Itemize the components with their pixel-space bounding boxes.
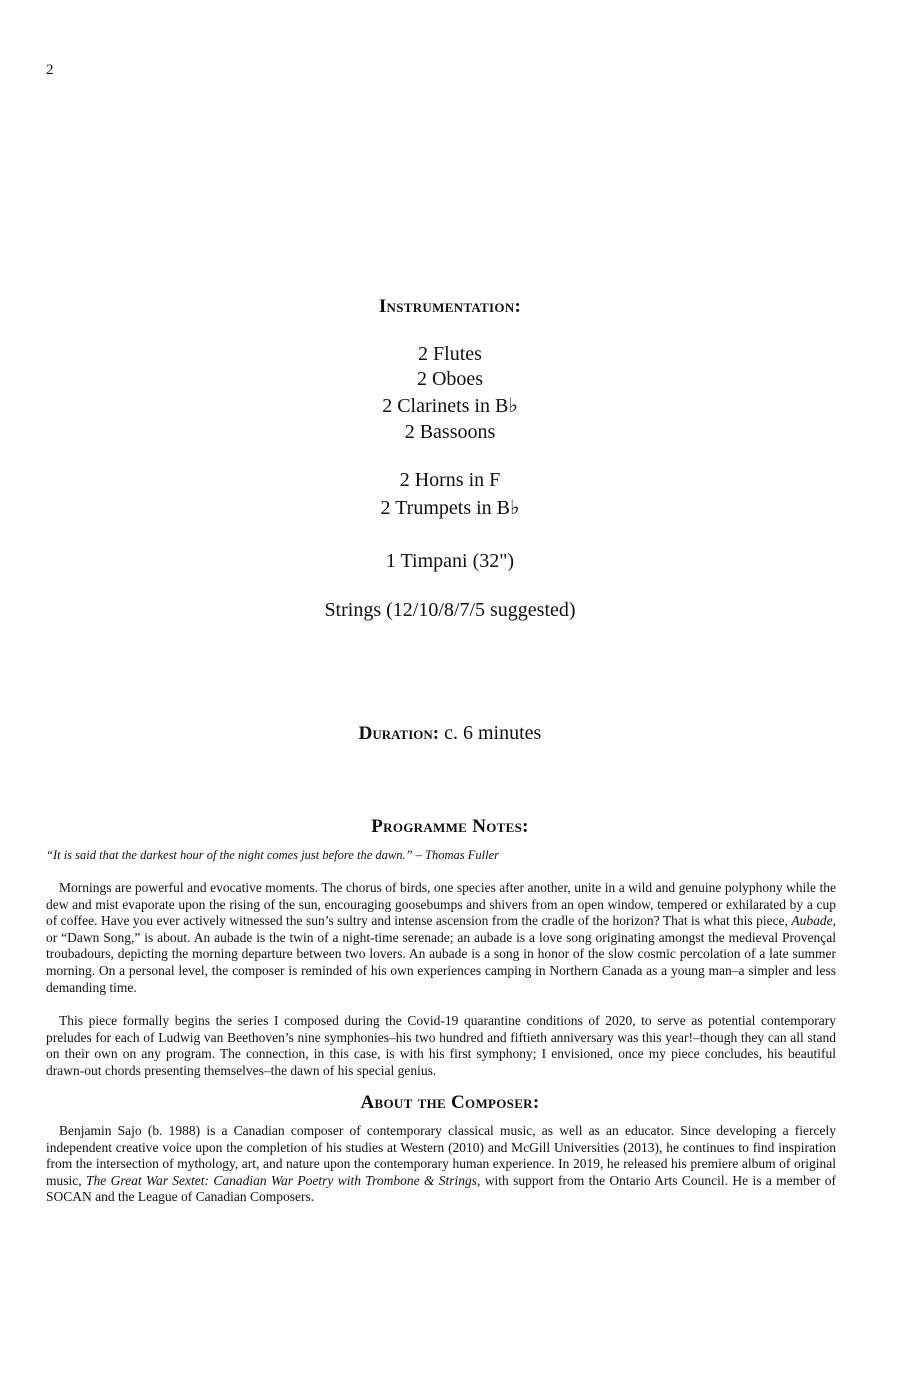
bio-text-b: , with support from the Ontario Arts Council. He is a member of SOCAN and the League of Canadian Composers. — [46, 1172, 837, 1205]
programme-notes-paragraph-2: This piece formally begins the series I composed during the Covid-19 quarantine conditions of 2020, to serve as potential contemporary preludes for each of Ludwig van Beethoven’s nine symphonies–his two hundred and fiftieth anniversary was this year!–though they can all stand on their own on any program. The connection, in this case, is with his first symphony; I envisioned, once my piece concludes, his beautiful drawn-out chords presenting themselves–the dawn of his special genius. — [46, 1013, 836, 1078]
instrument-trumpets: 2 Trumpets in B♭ — [380, 497, 520, 519]
instrument-strings: Strings (12/10/8/7/5 suggested) — [324, 599, 576, 621]
instrument-bassoons: 2 Bassoons — [404, 421, 496, 443]
instrument-flutes: 2 Flutes — [418, 343, 482, 365]
paragraph-1-text-a: Mornings are powerful and evocative moments. The chorus of birds, one species after another, unite in a wild and genuine polyphony while the dew and mist evaporate upon the rising of the sun, encouraging goosebumps and shivers from an open window, tempered or exhilarated by a cup of coffee. Have you ever actively witnessed the sun’s sultry and intense ascension from the cradle of the horizon? That is what this piece, — [46, 880, 836, 929]
about-composer-heading: About the Composer: — [360, 1092, 540, 1113]
duration-label: Duration: — [358, 723, 440, 744]
instrument-timpani: 1 Timpani (32") — [385, 550, 515, 572]
duration-value: c. 6 minutes — [444, 722, 542, 744]
programme-notes-heading: Programme Notes: — [371, 816, 529, 837]
duration-line — [0, 721, 900, 746]
page-number: 2 — [46, 62, 54, 78]
epigraph-quote: “It is said that the darkest hour of the night comes just before the dawn.” – Thomas Fuller — [46, 848, 499, 862]
about-composer-paragraph — [46, 1123, 836, 1206]
programme-notes-paragraph-1 — [46, 880, 836, 996]
instrument-clarinets: 2 Clarinets in B♭ — [382, 395, 518, 417]
instrumentation-heading: Instrumentation: — [378, 296, 522, 317]
instrument-oboes: 2 Oboes — [416, 368, 484, 390]
piece-title: Aubade — [791, 913, 833, 929]
album-title: The Great War Sextet: Canadian War Poetry with Trombone & Strings — [85, 1172, 478, 1188]
instrument-horns: 2 Horns in F — [399, 469, 501, 491]
bio-text-a: Benjamin Sajo (b. 1988) is a Canadian composer of contemporary classical music, as well as an educator. Since developing a fiercely independent creative voice upon the completion of his studies at Western (2010) and McGill Universities (2013), he continues to find inspiration from the intersection of mythology, art, and nature upon the contemporary human experience. In 2019, he released his premiere album of original music, — [46, 1123, 836, 1188]
paragraph-1-text-b: , or “Dawn Song,” is about. An aubade is the twin of a night-time serenade; an aubade is a love song originating amongst the medieval Provençal troubadours, depicting the morning departure between two lovers. An aubade is a song in honor of the slow cosmic percolation of a late summer morning. On a personal level, the composer is reminded of his own experiences camping in Northern Canada as a young man–a simpler and less demanding time. — [46, 913, 836, 995]
